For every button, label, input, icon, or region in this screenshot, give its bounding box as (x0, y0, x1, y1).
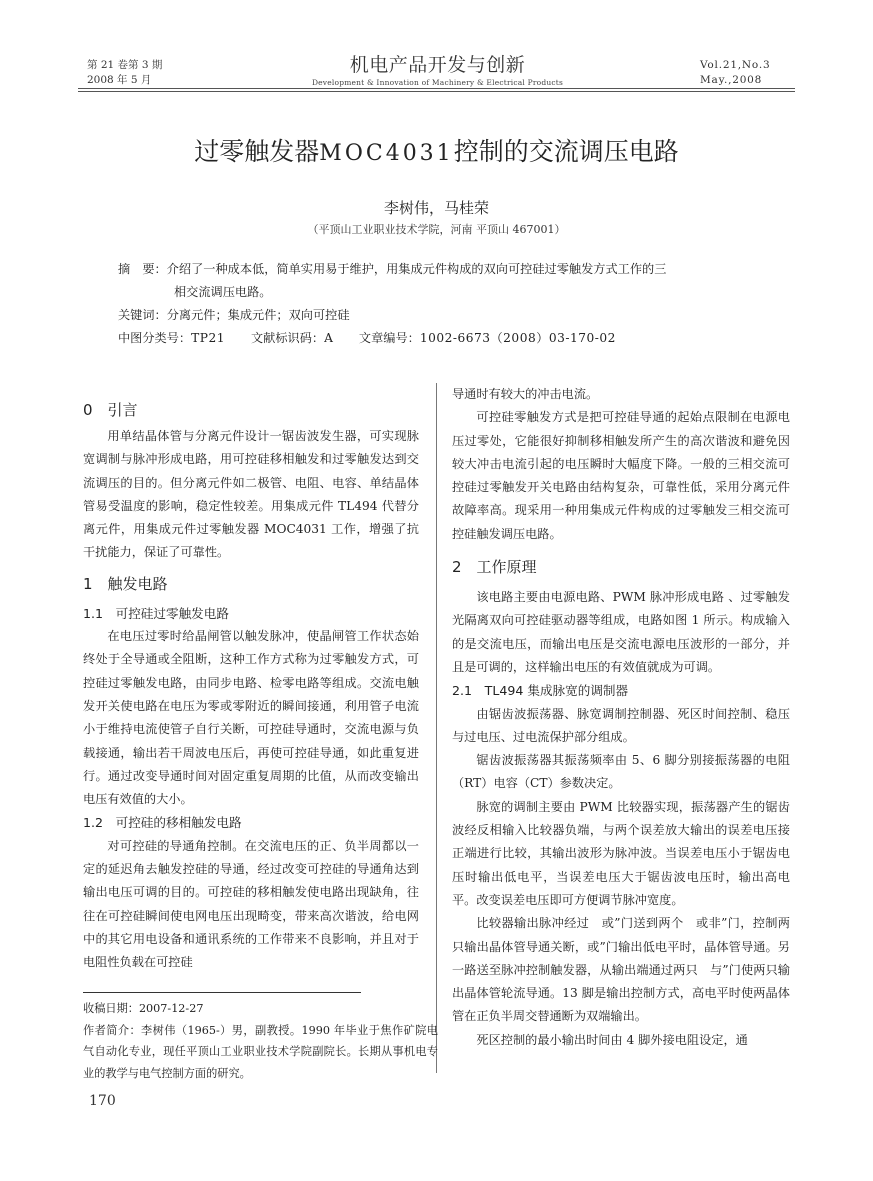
authors: 李树伟，马桂荣 (383, 199, 489, 217)
title-device-code: MOC4031 (319, 141, 454, 166)
publication-date: 2008 年 5 月 (87, 74, 152, 86)
column-divider (436, 383, 437, 1073)
keywords: 分离元件；集成元件；双向可控硅 (166, 308, 350, 322)
subsection-heading-phase-trigger: 1.2 可控硅的移相触发电路 (83, 815, 242, 831)
article-number: 1002-6673（2008）03-170-02 (419, 331, 616, 345)
paragraph-comparator: 比较器输出脉冲经过 或”门送到两个 或非”门，控制两只输出晶体管导通关断，或”门输出低电平时，晶体管导通。另一路送至脉冲控制触发器，从输出端通过两只 与”门使两只输出晶体管轮流导通。13 脚是输出控制方式，高电平时使两晶体管在正负半周交替通断为双端输出。 (452, 916, 790, 1024)
section-heading-working-principle: 2 工作原理 (452, 558, 537, 577)
paragraph-oscillator: 锯齿波振荡器其振荡频率由 5、6 脚分别接振荡器的电阻（RT）电容（CT）参数决定。 (452, 753, 790, 791)
journal-masthead (300, 50, 575, 87)
right-column (452, 383, 790, 1052)
abstract-label: 摘 要： (118, 262, 167, 276)
paragraph-working-principle: 该电路主要由电源电路、PWM 脉冲形成电路 、过零触发光隔离双向可控硅驱动器等组成，电路如图 1 所示。构成输入的是交流电压，而输出电压是交流电源电压波形的一部分，并且是可调的，这样输出电压的有效值就成为可调。 (452, 590, 790, 674)
journal-title: 机电产品开发与创新 (349, 54, 526, 76)
document-code: A (324, 331, 333, 345)
volume-issue: 第 21 卷第 3 期 (87, 59, 163, 71)
paper-title (0, 132, 873, 168)
header-rule (78, 88, 795, 92)
affiliation: （平顶山工业职业技术学院，河南 平顶山 467001） (307, 223, 566, 236)
paragraph-phase-trigger: 对可控硅的导通角控制。在交流电压的正、负半周都以一定的延迟角去触发控硅的导通，经过改变可控硅的导通角达到输出电压可调的目的。可控硅的移相触发使电路出现缺角，往往在可控硅瞬间使电网电压出现畸变，带来高次谐波，给电网中的其它用电设备和通讯系统的工作带来不良影响，并且对于电阻性负载在可控硅 (83, 838, 419, 970)
section-heading-introduction: 0 引言 (83, 401, 138, 419)
paragraph-zero-trigger-method: 可控硅零触发方式是把可控硅导通的起始点限制在电源电压过零处，它能很好抑制移相触发所产生的高次谐波和避免因较大冲击电流引起的电压瞬时大幅度下降。一般的三相交流可控硅过零触发开关电路由结构复杂，可靠性低，采用分离元件故障率高。现采用一种用集成元件构成的过零触发三相交流可控硅触发调压电路。 (452, 410, 790, 541)
title-part-2: 控制的交流调压电路 (453, 137, 679, 166)
abstract-block (118, 258, 758, 350)
author-bio: 作者简介：李树伟（1965-）男，副教授。1990 年毕业于焦作矿院电气自动化专业，现任平顶山工业职业技术学院副院长。长期从事机电专业的教学与电气控制方面的研究。 (83, 1023, 438, 1080)
abstract-text-line1: 介绍了一种成本低，简单实用易于维护，用集成元件构成的双向可控硅过零触发方式工作的三 (166, 262, 667, 276)
article-number-label: 文章编号： (358, 331, 420, 345)
title-part-1: 过零触发器 (194, 137, 320, 166)
subsection-heading-zero-trigger: 1.1 可控硅过零触发电路 (83, 605, 229, 621)
paragraph-tl494-components: 由锯齿波振荡器、脉宽调制控制器、死区时间控制、稳压与过电压、过电流保护部分组成。 (452, 706, 790, 744)
footnote (83, 998, 438, 1084)
classification-row (118, 327, 758, 350)
journal-volume-info (87, 58, 162, 88)
document-code-label: 文献标识码： (250, 331, 325, 345)
paragraph-dead-time: 死区控制的最小输出时间由 4 脚外接电阻设定，通 (476, 1032, 748, 1047)
left-column (83, 395, 419, 975)
paragraph-introduction: 用单结晶体管与分离元件设计一锯齿波发生器，可实现脉宽调制与脉冲形成电路，用可控硅移相触发和过零触发达到交流调压的目的。但分离元件如二极管、电阻、电容、单结晶体管易受温度的影响，稳定性较差。用集成元件 TL494 代替分离元件，用集成元件过零触发器 MOC4031 工作，增强了抗干扰能力，保证了可靠性。 (83, 429, 419, 560)
class-number-label: 中图分类号： (118, 331, 192, 345)
class-number: TP21 (191, 331, 225, 345)
received-date: 收稿日期：2007-12-27 (83, 1002, 204, 1015)
footnote-rule (83, 992, 361, 993)
publication-date-english: May.,2008 (700, 74, 763, 86)
volume-issue-english: Vol.21,No.3 (700, 59, 771, 71)
subsection-heading-tl494: 2.1 TL494 集成脉宽的调制器 (452, 683, 629, 699)
section-heading-trigger-circuit: 1 触发电路 (83, 574, 168, 593)
page-number: 170 (89, 1093, 116, 1109)
abstract-text-line2: 相交流调压电路。 (174, 285, 272, 299)
paragraph-continued: 导通时有较大的冲击电流。 (452, 387, 599, 401)
journal-title-english: Development & Innovation of Machinery & Electrical Products (311, 78, 564, 87)
keywords-label: 关键词： (118, 308, 167, 322)
paragraph-pwm: 脉宽的调制主要由 PWM 比较器实现，振荡器产生的锯齿波经反相输入比较器负端，与两个误差放大输出的误差电压接正端进行比较，其输出波形为脉冲波。当误差电压小于锯齿电压时输出低电平，当误差电压大于锯齿波电压时，输出高电平。改变误差电压即可方便调节脉冲宽度。 (452, 799, 790, 907)
journal-volume-info-english (700, 58, 770, 88)
paragraph-zero-trigger: 在电压过零时给晶闸管以触发脉冲，使晶闸管工作状态始终处于全导通或全阻断，这种工作方式称为过零触发方式，可控硅过零触发电路，由同步电路、检零电路等组成。交流电触发开关使电路在电压为零或零附近的瞬间接通，利用管子电流小于维持电流使管子自行关断，可控硅导通时，交流电源与负载接通，输出若干周波电压后，再使可控硅导通，如此重复进行。通过改变导通时间对固定重复周期的比值，从而改变输出电压有效值的大小。 (83, 629, 419, 807)
